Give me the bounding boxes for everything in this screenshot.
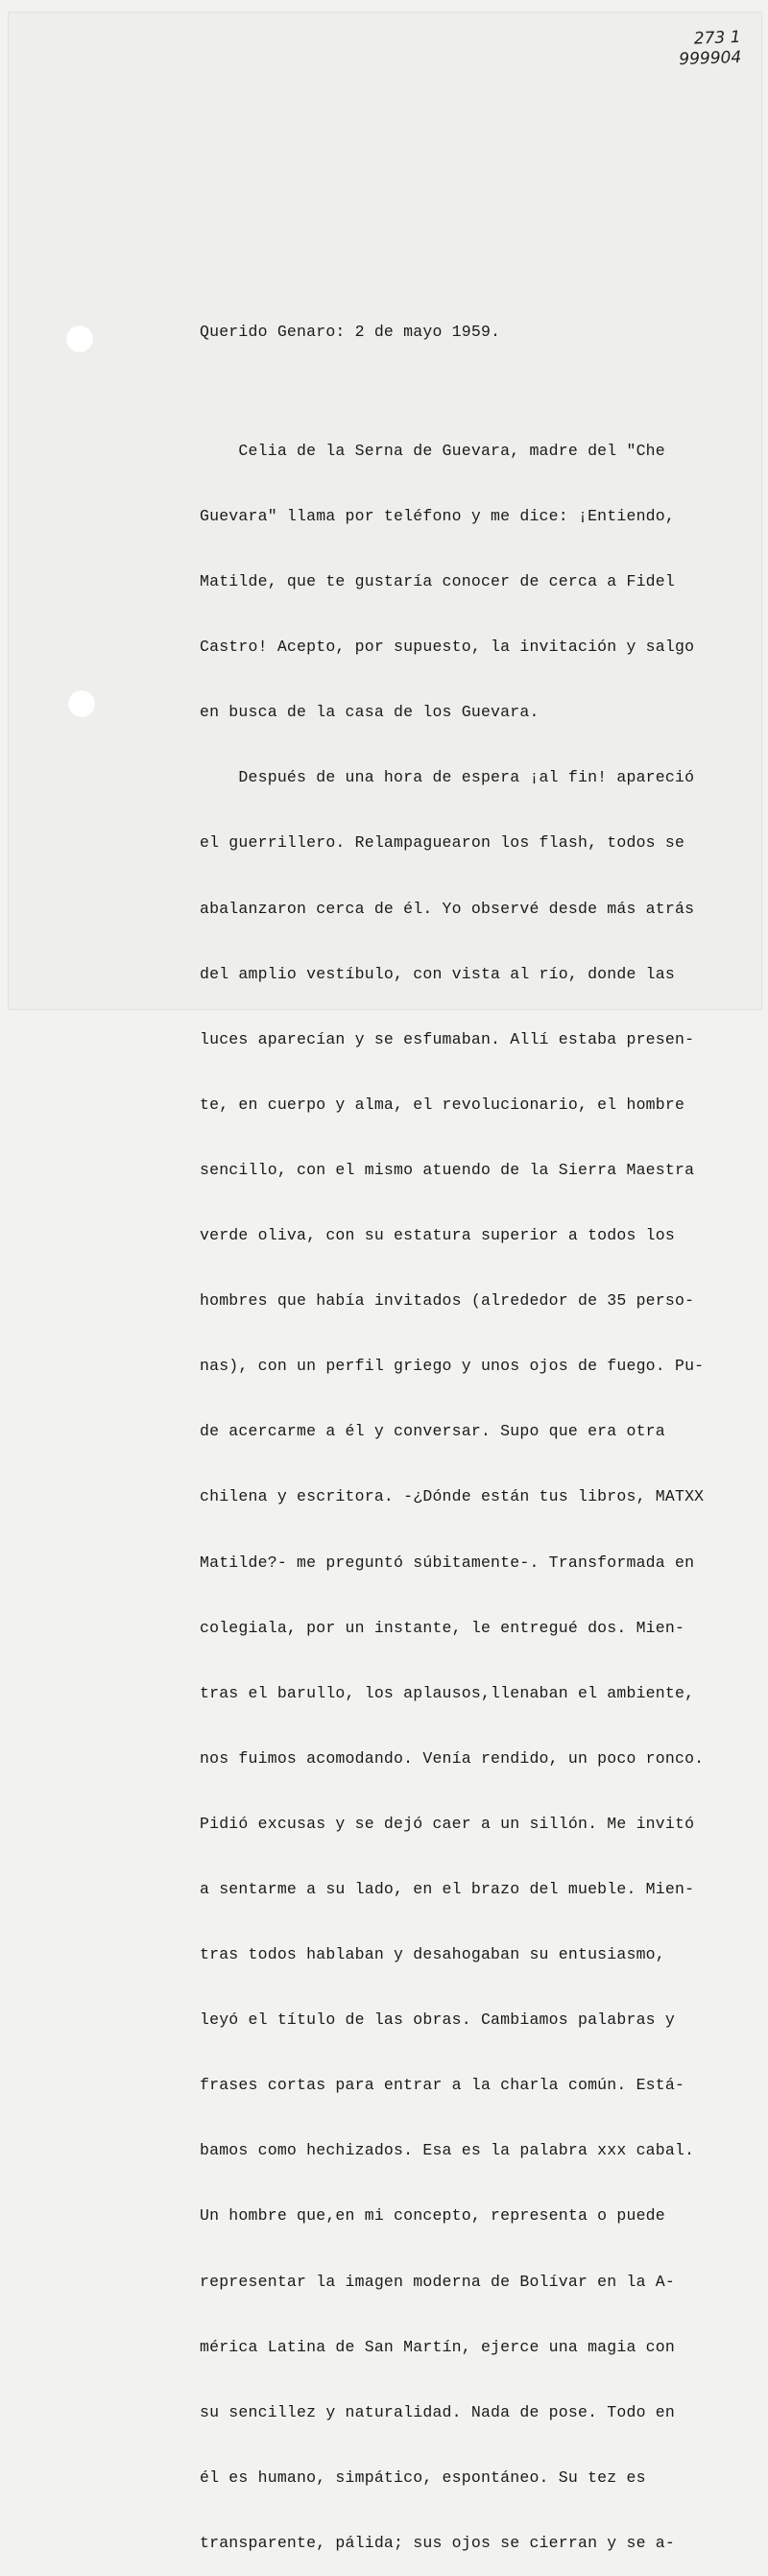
letter-line: hombres que había invitados (alrededor de 35 perso- [200, 1291, 695, 1311]
letter-line: colegiala, por un instante, le entregué dos. Mien- [200, 1618, 685, 1637]
letter-line: abalanzaron cerca de él. Yo observé desde más atrás [200, 899, 695, 918]
letter-line: bamos como hechizados. Esa es la palabra xxx cabal. [200, 2141, 695, 2160]
letter-line: mérica Latina de San Martín, ejerce una magia con [200, 2337, 675, 2356]
letter-line: en busca de la casa de los Guevara. [200, 703, 540, 722]
letter-line: representar la imagen moderna de Bolívar en la A- [200, 2272, 675, 2291]
letter-line: el guerrillero. Relampaguearon los flash, todos se [200, 833, 685, 853]
letter-line: Matilde?- me preguntó súbitamente-. Transformada en [200, 1553, 695, 1572]
letter-body [200, 278, 756, 2576]
letter-line: nas), con un perfil griego y unos ojos de fuego. Pu- [200, 1357, 705, 1376]
letter-line: del amplio vestíbulo, con vista al río, donde las [200, 964, 675, 983]
letter-line: transparente, pálida; sus ojos se cierran y se a- [200, 2533, 675, 2552]
letter-line: Castro! Acepto, por supuesto, la invitación y salgo [200, 638, 695, 657]
letter-line: Después de una hora de espera ¡al fin! apareció [200, 768, 695, 787]
letter-line: sencillo, con el mismo atuendo de la Sierra Maestra [200, 1160, 695, 1179]
letter-line: de acercarme a él y conversar. Supo que era otra [200, 1422, 665, 1441]
letter-line: tras el barullo, los aplausos,llenaban el ambiente, [200, 1683, 695, 1702]
annotation-line: 273 1 [693, 27, 741, 49]
letter-line: su sencillez y naturalidad. Nada de pose. Todo en [200, 2402, 675, 2421]
annotation-line: 999904 [679, 47, 742, 70]
letter-line: Guevara" llama por teléfono y me dice: ¡Entiendo, [200, 507, 675, 525]
archive-annotation [678, 28, 741, 70]
letter-line: tras todos hablaban y desahogaban su entusiasmo, [200, 1945, 665, 1964]
letter-line: Un hombre que,en mi concepto, representa o puede [200, 2206, 665, 2226]
letter-line: chilena y escritora. -¿Dónde están tus libros, MATXX [200, 1487, 705, 1506]
letter-line: Celia de la Serna de Guevara, madre del "Che [200, 441, 665, 460]
letter-line: Matilde, que te gustaría conocer de cerca a Fidel [200, 572, 675, 591]
letter-line: a sentarme a su lado, en el brazo del mueble. Mien- [200, 1879, 695, 1898]
letter-heading: Querido Genaro: 2 de mayo 1959. [200, 323, 501, 342]
letter-line: te, en cuerpo y alma, el revolucionario, el hombre [200, 1095, 685, 1114]
letter-line: luces aparecían y se esfumaban. Allí estaba presen- [200, 1029, 695, 1048]
letter-line: nos fuimos acomodando. Venía rendido, un poco ronco. [200, 1748, 705, 1768]
letter-line: verde oliva, con su estatura superior a todos los [200, 1226, 675, 1245]
letter-line: él es humano, simpático, espontáneo. Su tez es [200, 2468, 646, 2487]
letter-line: leyó el título de las obras. Cambiamos palabras y [200, 2010, 675, 2030]
letter-line: frases cortas para entrar a la charla común. Está- [200, 2076, 685, 2095]
letter-line: Pidió excusas y se dejó caer a un sillón. Me invitó [200, 1814, 695, 1833]
punch-hole [67, 689, 96, 718]
punch-hole [65, 325, 94, 353]
